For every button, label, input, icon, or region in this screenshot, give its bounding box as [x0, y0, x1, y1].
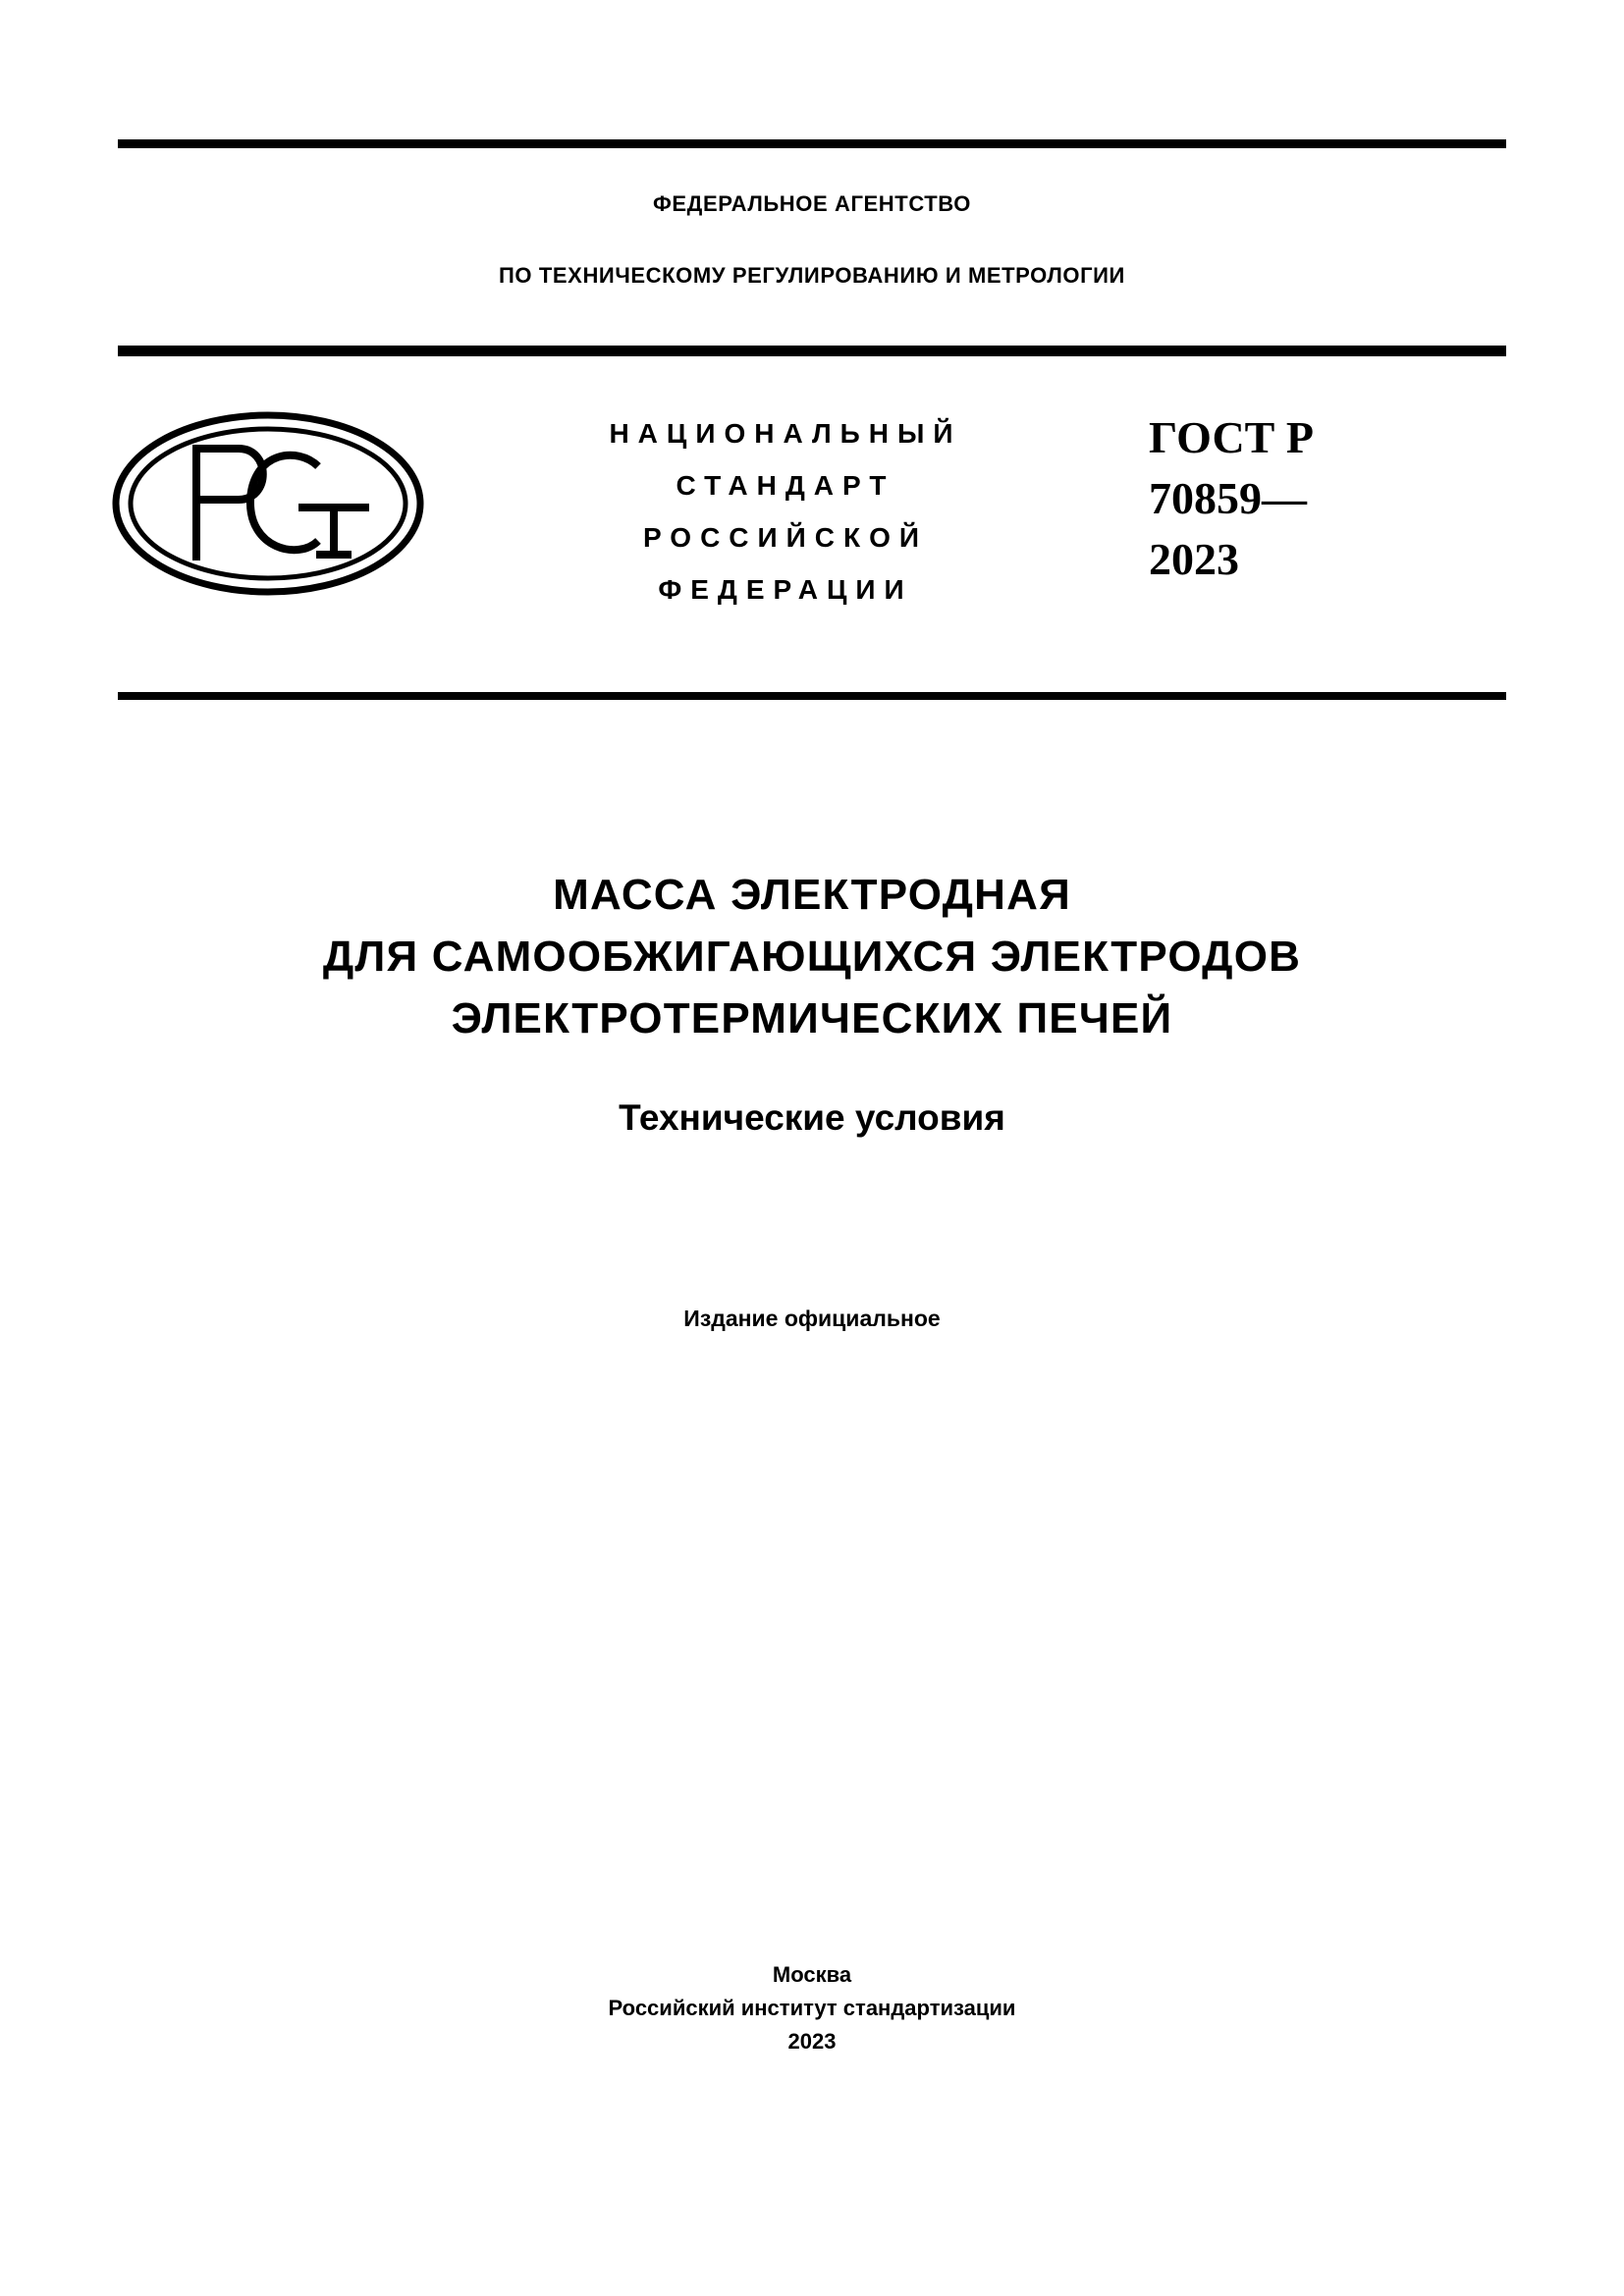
page-title-line-2: ДЛЯ САМООБЖИГАЮЩИХСЯ ЭЛЕКТРОДОВ: [322, 933, 1302, 981]
header-rule-middle: [118, 346, 1506, 356]
agency-line-2: ПО ТЕХНИЧЕСКОМУ РЕГУЛИРОВАНИЮ И МЕТРОЛОГИИ: [499, 263, 1125, 288]
publisher-year: 2023: [787, 2029, 837, 2054]
page-title-line-3: ЭЛЕКТРОТЕРМИЧЕСКИХ ПЕЧЕЙ: [451, 994, 1173, 1042]
page-title: [118, 864, 1506, 1049]
national-standard-line-4: ФЕДЕРАЦИИ: [658, 574, 913, 605]
official-edition-note: Издание официальное: [683, 1306, 941, 1331]
national-standard-line-3: РОССИЙСКОЙ: [643, 522, 928, 553]
standard-number-line-1: ГОСТ Р: [1149, 412, 1314, 462]
standard-number: [1149, 407, 1512, 590]
publisher-name: Российский институт стандартизации: [608, 1996, 1016, 2020]
header-rule-bottom: [118, 692, 1506, 700]
gost-r-emblem-icon: [106, 405, 430, 602]
publisher-block: [118, 1958, 1506, 2058]
agency-line-1: ФЕДЕРАЛЬНОЕ АГЕНТСТВО: [653, 191, 971, 216]
national-standard-wording: [461, 407, 1110, 615]
page-subtitle: Технические условия: [619, 1097, 1005, 1138]
standard-number-line-2: 70859—: [1149, 473, 1307, 523]
national-standard-line-2: СТАНДАРТ: [676, 470, 895, 501]
page-title-line-1: МАССА ЭЛЕКТРОДНАЯ: [553, 871, 1071, 919]
standard-number-line-3: 2023: [1149, 534, 1239, 584]
publisher-city: Москва: [772, 1962, 852, 1987]
header-rule-top: [118, 139, 1506, 148]
national-standard-line-1: НАЦИОНАЛЬНЫЙ: [609, 418, 962, 449]
